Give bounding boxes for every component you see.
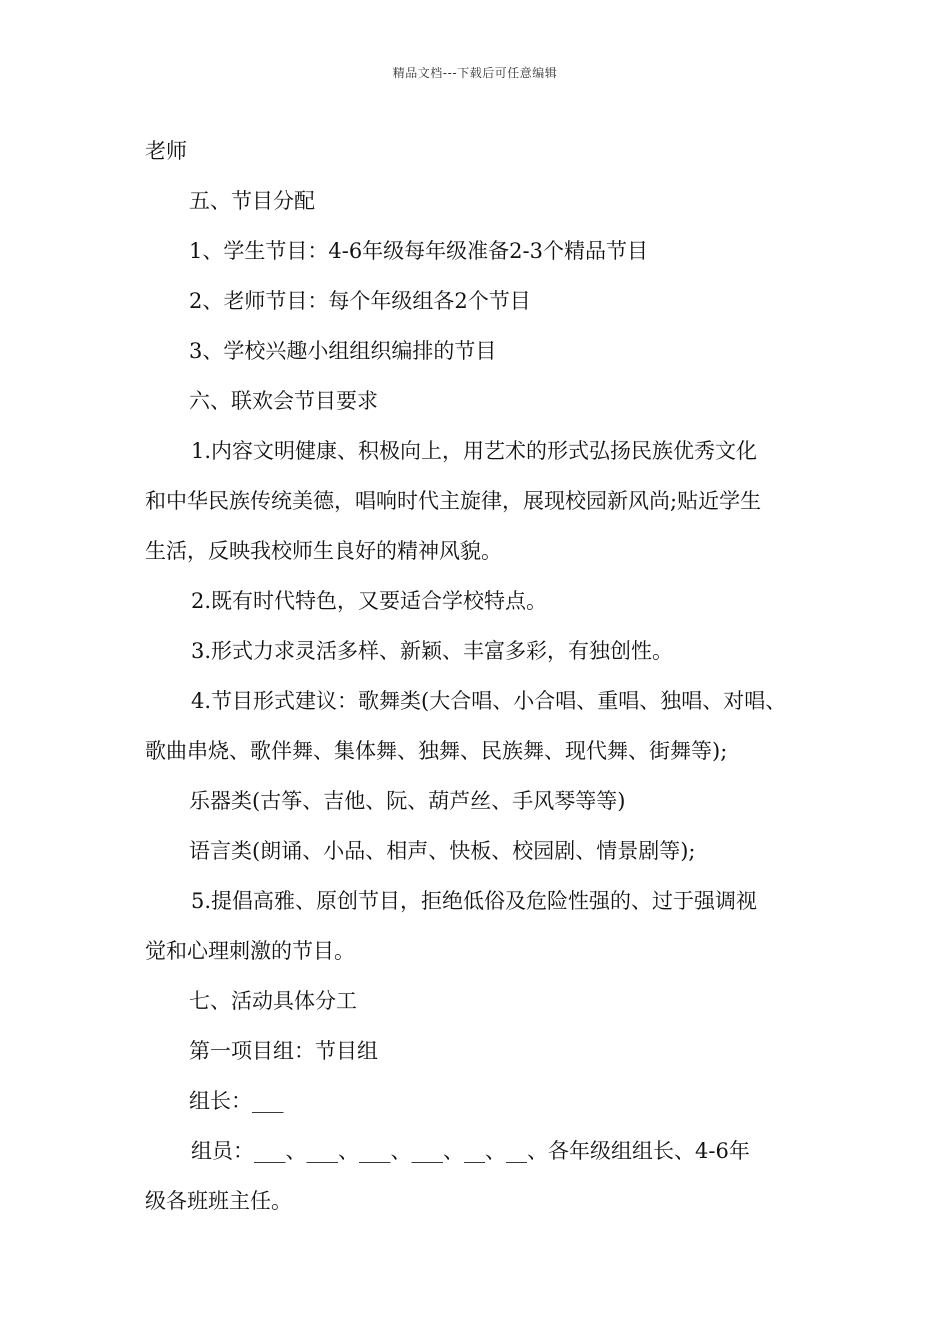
text-line: 4.节目形式建议：歌舞类(大合唱、小合唱、重唱、独唱、对唱、	[191, 689, 787, 713]
text-line: 3、学校兴趣小组组织编排的节目	[189, 339, 497, 363]
text-line: 组长：___	[189, 1089, 284, 1113]
text-line: 语言类(朗诵、小品、相声、快板、校园剧、情景剧等);	[189, 839, 696, 863]
page-header: 精品文档---下载后可任意编辑	[392, 66, 558, 80]
text-line: 和中华民族传统美德，唱响时代主旋律，展现校园新风尚;贴近学生	[145, 489, 762, 513]
text-line: 组员：___、___、___、___、__、__、各年级组组长、4-6年	[191, 1139, 750, 1163]
text-line: 2.既有时代特色，又要适合学校特点。	[191, 589, 548, 613]
text-line: 生活，反映我校师生良好的精神风貌。	[145, 539, 502, 563]
text-line: 1、学生节目：4-6年级每年级准备2-3个精品节目	[189, 239, 648, 263]
section-heading: 五、节目分配	[189, 189, 315, 213]
text-line: 3.形式力求灵活多样、新颖、丰富多彩，有独创性。	[191, 639, 674, 663]
text-line: 5.提倡高雅、原创节目，拒绝低俗及危险性强的、过于强调视	[191, 889, 758, 913]
text-line: 乐器类(古筝、吉他、阮、葫芦丝、手风琴等等)	[189, 789, 626, 813]
text-line: 第一项目组：节目组	[189, 1039, 378, 1063]
text-line: 级各班班主任。	[145, 1189, 292, 1213]
text-line: 1.内容文明健康、积极向上，用艺术的形式弘扬民族优秀文化	[191, 439, 758, 463]
text-line: 2、老师节目：每个年级组各2个节目	[189, 289, 531, 313]
text-line: 歌曲串烧、歌伴舞、集体舞、独舞、民族舞、现代舞、街舞等);	[145, 739, 728, 763]
text-line: 觉和心理刺激的节目。	[145, 939, 355, 963]
text-line: 老师	[145, 139, 187, 163]
section-heading: 六、联欢会节目要求	[189, 389, 378, 413]
document-body	[145, 126, 825, 1226]
section-heading: 七、活动具体分工	[189, 989, 357, 1013]
